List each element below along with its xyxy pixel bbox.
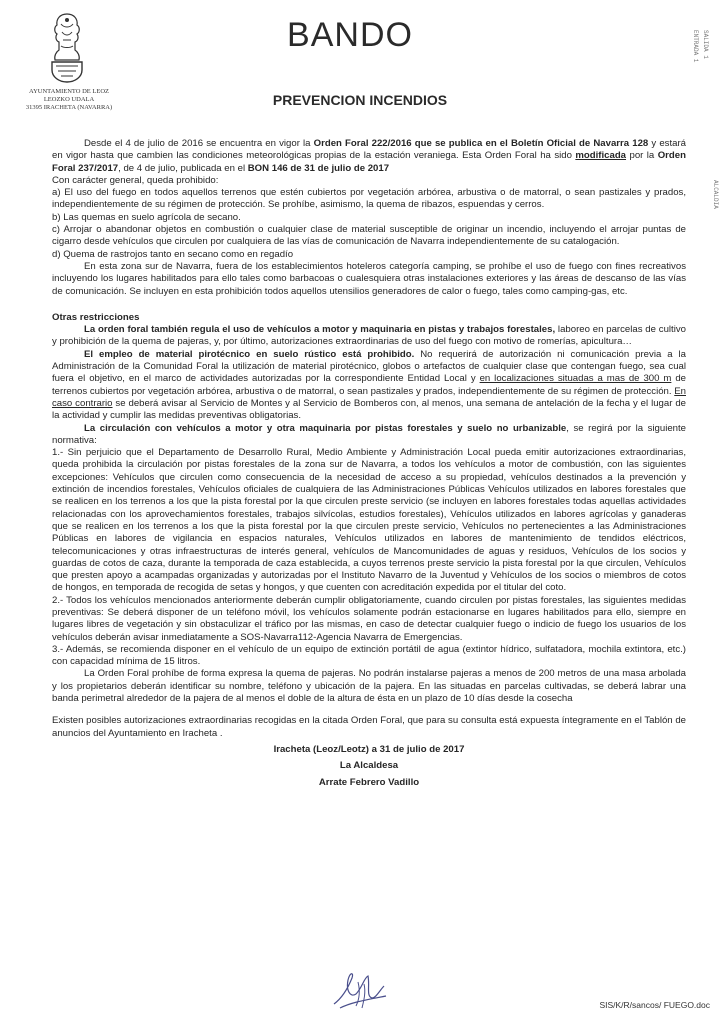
stamp-entry: ENTRADA 1	[692, 30, 699, 63]
place-date: Iracheta (Leoz/Leotz) a 31 de julio de 2017	[273, 743, 465, 755]
stamp-exit: SALIDA 1	[702, 30, 709, 59]
org-name-basque: LEOZKO UDALA	[43, 96, 95, 103]
document-subtitle: PREVENCION INCENDIOS	[272, 92, 448, 108]
section-title-other: Otras restricciones	[52, 311, 140, 323]
handwritten-signature-icon	[330, 968, 390, 1012]
paragraph-regula: La orden foral también regula el uso de vehículos a motor y maquinaria en pistas y trabajos forestales, laboreo en parcelas de cultivo y prohibición de la quema de pajeras, y, por último, autorizaciones extraordinarias de uso del fuego con motivo de romerías, apicultura…	[52, 324, 686, 348]
list-item: c) Arrojar o abandonar objetos en combustión o cualquier clase de material susceptible de originar un incendio, incluyendo el arrojar puntas de cigarro desde vehículos que circulen por cualquiera de las vías de comunicación de Navarra independientemente de su catalogación.	[52, 224, 686, 248]
organization-block	[14, 88, 124, 112]
document-reference: SIS/K/R/sancos/ FUEGO.doc	[599, 1000, 710, 1010]
rule-1: 1.- Sin perjuicio que el Departamento de Desarrollo Rural, Medio Ambiente y Administración Local pueda emitir autorizaciones extraordinarias, queda prohibida la circulación por pistas forestales de la zona sur de Navarra, a todos los vehículos a motor de combustión, con las siguientes excepciones: Vehículos que circulen como consecuencia de la necesidad de acceso a su propiedad, vehículos destinados a la prevención y extinción de incendios forestales, Vehículos oficiales de cualquiera de las Administraciones Públicas Vehículos utilizados en labores forestales que se realicen en los terrenos a los que la pista forestal por la que circulen preste servicio (se incluyen en labores forestales todas aquellas actividades relacionadas con los aprovechamientos forestales, trabajos silvícolas, estudios forestales), Vehículos utilizados en labores agrícolas y ganaderas que se realicen en los terrenos a los que la pista forestal por la que circulen preste servicio, Vehículos no pertenecientes a las Administraciones Públicas en labores de vigilancia en espacios naturales, Vehículos utilizados en labores de mantenimiento de tendidos eléctricos, telecomunicaciones y otras infraestructuras de interés general, vehículos de Mancomunidades de aguas y residuos, Vehículos de los socios y guardas de cotos de caza, durante la temporada de caza establecida, a cuyos terrenos preste servicio la pista forestal por la que circulen, Vehículos que presten apoyo a acampadas organizadas y autorizadas por el Instituto Navarro de la Juventud y Vehículos de los socios o miembros de cotos de hongos, en temporada de recogida de setas y hongos, y que cuenten con acreditación expedida por el titular del coto.	[52, 447, 686, 594]
signer-name: Arrate Febrero Vadillo	[318, 776, 420, 788]
signature-block	[52, 744, 686, 789]
rule-3: 3.- Además, se recomienda disponer en el vehículo de un equipo de extinción portátil de agua (extintor hídrico, sulfatadora, mochila extintora, etc.) con capacidad mínima de 15 litros.	[52, 643, 686, 668]
paragraph-intro: Desde el 4 de julio de 2016 se encuentra en vigor la Orden Foral 222/2016 que se publica en el Boletín Oficial de Navarra 128 y estará en vigor hasta que cambien las condiciones meteorológicas propias de la estación veraniega. Esta Orden Foral ha sido modificada por la Orden Foral 237/2017, de 4 de julio, publicada en el BON 146 de 31 de julio de 2017	[52, 138, 686, 174]
org-address: 31395 IRACHETA (NAVARRA)	[25, 104, 113, 111]
list-item: d) Quema de rastrojos tanto en secano como en regadío	[52, 248, 294, 260]
document-body	[52, 138, 686, 789]
paragraph-zone: En esta zona sur de Navarra, fuera de los establecimientos hoteleros categoría camping, se prohíbe el uso de fuego con fines recreativos incluyendo los lugares habilitados para ello tales como barbacoas o cualesquiera otras instalaciones exteriores y las áreas de descanso de las vías de comunicación. Se incluyen en esta prohibición todos aquellos utensilios generadores de calor o fuego, tales como camping-gas, etc.	[52, 260, 686, 297]
signer-role: La Alcaldesa	[339, 760, 399, 772]
paragraph-pyrotechnics: El empleo de material pirotécnico en suelo rústico está prohibido. No requerirá de autorización ni comunicación previa a la Administración de la Comunidad Foral la utilización de material pirotécnico, globos o artefactos de cualquier clase que contengan fuego, sea cual fuera el objetivo, en el marco de actividades autorizadas por la correspondiente Entidad Local y en localizaciones situadas a mas de 300 m de terrenos cubiertos por vegetación arbórea, arbustiva o de matorral, o sean pastizales y prados, independientemente de su régimen de protección. En caso contrario se deberá avisar al Servicio de Montes y al Servicio de Bomberos con, al menos, una semana de antelación de la fecha y el lugar de la actividad y cumplir las medidas preventivas obligatorias.	[52, 348, 686, 422]
general-intro: Con carácter general, queda prohibido:	[52, 174, 219, 186]
registry-stamp	[692, 30, 722, 250]
paragraph-authorizations: Existen posibles autorizaciones extraordinarias recogidas en la citada Orden Foral, que para su consulta está expuesta íntegramente en el Tablón de anuncios del Ayuntamiento en Iracheta .	[52, 715, 686, 739]
list-item: a) El uso del fuego en todos aquellos terrenos que estén cubiertos por vegetación arbórea, arbustiva o de matorral, o sean pastizales y prados, independientemente de su régimen de protección. Se prohíbe, asimismo, la quema de ribazos, espuendas y cerros.	[52, 187, 686, 211]
rule-2: 2.- Todos los vehículos mencionados anteriormente deberán cumplir obligatoriamente, cuando circulen por pistas forestales, las siguientes medidas preventivas: Se deberá disponer de un teléfono móvil, los vehículos solamente podrán estacionarse en lugares habilitados para ello, siempre en lugares libres de vegetación y sin obstaculizar el tráfico por las mismas, en caso de detectar cualquier fuego o indicio de fuego los usuarios de los vehículos deberán avisar inmediatamente a SOS-Navarra112-Agencia Navarra de Emergencias.	[52, 594, 686, 643]
stamp-department: ALCALDIA	[712, 180, 719, 209]
municipal-coat-of-arms-icon	[46, 10, 88, 84]
document-title: BANDO	[287, 16, 413, 54]
paragraph-circulation: La circulación con vehículos a motor y otra maquinaria por pistas forestales y suelo no urbanizable, se regirá por la siguiente normativa:	[52, 422, 686, 446]
paragraph-pajeras: La Orden Foral prohíbe de forma expresa la quema de pajeras. No podrán instalarse pajeras a menos de 200 metros de una masa arbolada y los propietarios deberán identificar su nombre, teléfono y ubicación de la pajera. En las situadas en parcelas cultivadas, se deberá labrar una banda perimetral alrededor de la pajera de al menos el doble de la altura de ésta en un plazo de 10 días desde la cosecha	[52, 668, 686, 705]
list-item: b) Las quemas en suelo agrícola de secano.	[52, 211, 241, 223]
org-name: AYUNTAMIENTO DE LEOZ	[29, 88, 109, 95]
